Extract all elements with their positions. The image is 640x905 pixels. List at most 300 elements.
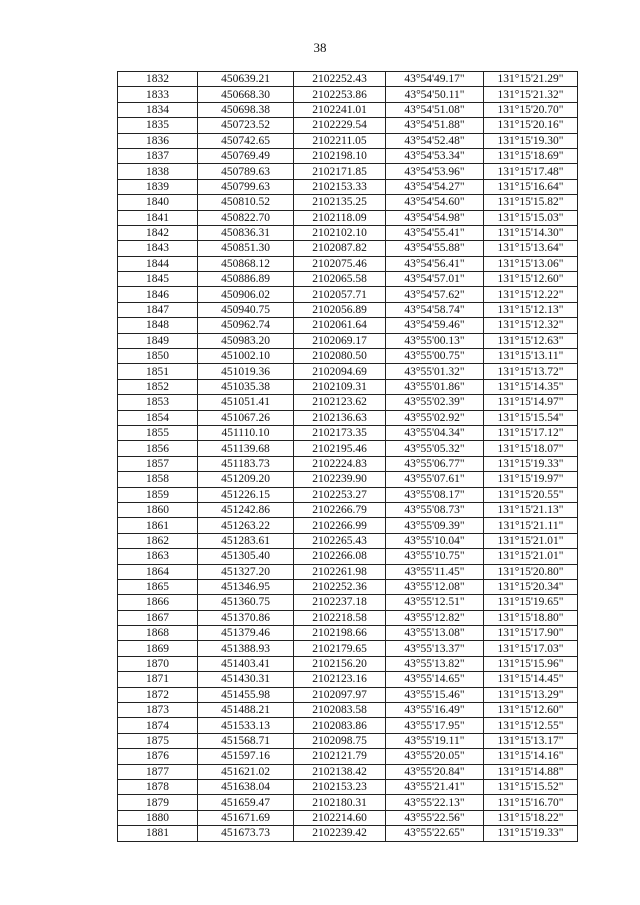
point-number-cell: 1876 xyxy=(118,749,198,764)
x-coordinate-cell: 451430.31 xyxy=(198,672,294,687)
y-coordinate-cell: 2102253.27 xyxy=(294,487,386,502)
longitude-cell: 131°15'15.03" xyxy=(484,210,578,225)
y-coordinate-cell: 2102109.31 xyxy=(294,379,386,394)
latitude-cell: 43°55'11.45" xyxy=(386,564,484,579)
latitude-cell: 43°55'13.82" xyxy=(386,656,484,671)
y-coordinate-cell: 2102198.10 xyxy=(294,148,386,163)
y-coordinate-cell: 2102075.46 xyxy=(294,256,386,271)
point-number-cell: 1836 xyxy=(118,133,198,148)
table-row xyxy=(118,118,578,133)
latitude-cell: 43°55'05.32" xyxy=(386,441,484,456)
y-coordinate-cell: 2102135.25 xyxy=(294,195,386,210)
x-coordinate-cell: 450822.70 xyxy=(198,210,294,225)
longitude-cell: 131°15'13.29" xyxy=(484,687,578,702)
x-coordinate-cell: 450789.63 xyxy=(198,164,294,179)
x-coordinate-cell: 451139.68 xyxy=(198,441,294,456)
longitude-cell: 131°15'15.96" xyxy=(484,656,578,671)
table-row xyxy=(118,287,578,302)
longitude-cell: 131°15'20.70" xyxy=(484,102,578,117)
table-row xyxy=(118,425,578,440)
latitude-cell: 43°54'57.62" xyxy=(386,287,484,302)
point-number-cell: 1869 xyxy=(118,641,198,656)
table-row xyxy=(118,349,578,364)
x-coordinate-cell: 450698.38 xyxy=(198,102,294,117)
point-number-cell: 1841 xyxy=(118,210,198,225)
point-number-cell: 1839 xyxy=(118,179,198,194)
longitude-cell: 131°15'19.33" xyxy=(484,456,578,471)
longitude-cell: 131°15'19.97" xyxy=(484,472,578,487)
point-number-cell: 1855 xyxy=(118,425,198,440)
y-coordinate-cell: 2102171.85 xyxy=(294,164,386,179)
point-number-cell: 1878 xyxy=(118,779,198,794)
table-row xyxy=(118,718,578,733)
point-number-cell: 1872 xyxy=(118,687,198,702)
latitude-cell: 43°55'08.73" xyxy=(386,502,484,517)
point-number-cell: 1845 xyxy=(118,272,198,287)
y-coordinate-cell: 2102195.46 xyxy=(294,441,386,456)
longitude-cell: 131°15'21.32" xyxy=(484,87,578,102)
longitude-cell: 131°15'12.32" xyxy=(484,318,578,333)
point-number-cell: 1881 xyxy=(118,826,198,841)
y-coordinate-cell: 2102198.66 xyxy=(294,626,386,641)
latitude-cell: 43°55'22.65" xyxy=(386,826,484,841)
point-number-cell: 1868 xyxy=(118,626,198,641)
x-coordinate-cell: 451110.10 xyxy=(198,425,294,440)
latitude-cell: 43°54'53.96" xyxy=(386,164,484,179)
x-coordinate-cell: 451370.86 xyxy=(198,610,294,625)
longitude-cell: 131°15'19.65" xyxy=(484,595,578,610)
longitude-cell: 131°15'14.97" xyxy=(484,395,578,410)
table-row xyxy=(118,364,578,379)
table-row xyxy=(118,395,578,410)
x-coordinate-cell: 451659.47 xyxy=(198,795,294,810)
y-coordinate-cell: 2102252.36 xyxy=(294,579,386,594)
x-coordinate-cell: 451283.61 xyxy=(198,533,294,548)
latitude-cell: 43°54'54.98" xyxy=(386,210,484,225)
y-coordinate-cell: 2102266.08 xyxy=(294,549,386,564)
latitude-cell: 43°54'58.74" xyxy=(386,302,484,317)
longitude-cell: 131°15'18.22" xyxy=(484,810,578,825)
table-row xyxy=(118,502,578,517)
point-number-cell: 1846 xyxy=(118,287,198,302)
table-row xyxy=(118,533,578,548)
longitude-cell: 131°15'14.30" xyxy=(484,225,578,240)
table-row xyxy=(118,687,578,702)
x-coordinate-cell: 451360.75 xyxy=(198,595,294,610)
y-coordinate-cell: 2102218.58 xyxy=(294,610,386,625)
y-coordinate-cell: 2102241.01 xyxy=(294,102,386,117)
y-coordinate-cell: 2102229.54 xyxy=(294,118,386,133)
table-row xyxy=(118,672,578,687)
longitude-cell: 131°15'21.01" xyxy=(484,533,578,548)
point-number-cell: 1871 xyxy=(118,672,198,687)
longitude-cell: 131°15'13.11" xyxy=(484,349,578,364)
longitude-cell: 131°15'14.16" xyxy=(484,749,578,764)
table-row xyxy=(118,256,578,271)
latitude-cell: 43°54'56.41" xyxy=(386,256,484,271)
longitude-cell: 131°15'14.35" xyxy=(484,379,578,394)
x-coordinate-cell: 451533.13 xyxy=(198,718,294,733)
x-coordinate-cell: 451597.16 xyxy=(198,749,294,764)
latitude-cell: 43°54'49.17" xyxy=(386,72,484,87)
longitude-cell: 131°15'15.54" xyxy=(484,410,578,425)
point-number-cell: 1858 xyxy=(118,472,198,487)
point-number-cell: 1847 xyxy=(118,302,198,317)
x-coordinate-cell: 450983.20 xyxy=(198,333,294,348)
x-coordinate-cell: 450639.21 xyxy=(198,72,294,87)
x-coordinate-cell: 451346.95 xyxy=(198,579,294,594)
point-number-cell: 1837 xyxy=(118,148,198,163)
x-coordinate-cell: 451455.98 xyxy=(198,687,294,702)
point-number-cell: 1849 xyxy=(118,333,198,348)
y-coordinate-cell: 2102265.43 xyxy=(294,533,386,548)
x-coordinate-cell: 451568.71 xyxy=(198,733,294,748)
x-coordinate-cell: 450851.30 xyxy=(198,241,294,256)
y-coordinate-cell: 2102083.86 xyxy=(294,718,386,733)
longitude-cell: 131°15'15.52" xyxy=(484,779,578,794)
coordinates-table xyxy=(117,71,578,842)
x-coordinate-cell: 451067.26 xyxy=(198,410,294,425)
point-number-cell: 1851 xyxy=(118,364,198,379)
point-number-cell: 1867 xyxy=(118,610,198,625)
longitude-cell: 131°15'17.48" xyxy=(484,164,578,179)
table-row xyxy=(118,241,578,256)
x-coordinate-cell: 451379.46 xyxy=(198,626,294,641)
table-row xyxy=(118,733,578,748)
y-coordinate-cell: 2102083.58 xyxy=(294,703,386,718)
table-row xyxy=(118,595,578,610)
x-coordinate-cell: 451673.73 xyxy=(198,826,294,841)
latitude-cell: 43°55'20.84" xyxy=(386,764,484,779)
y-coordinate-cell: 2102097.97 xyxy=(294,687,386,702)
latitude-cell: 43°55'22.56" xyxy=(386,810,484,825)
longitude-cell: 131°15'14.88" xyxy=(484,764,578,779)
x-coordinate-cell: 451327.20 xyxy=(198,564,294,579)
longitude-cell: 131°15'14.45" xyxy=(484,672,578,687)
x-coordinate-cell: 451638.04 xyxy=(198,779,294,794)
y-coordinate-cell: 2102121.79 xyxy=(294,749,386,764)
y-coordinate-cell: 2102102.10 xyxy=(294,225,386,240)
table-row xyxy=(118,179,578,194)
point-number-cell: 1850 xyxy=(118,349,198,364)
latitude-cell: 43°54'50.11" xyxy=(386,87,484,102)
table-row xyxy=(118,626,578,641)
point-number-cell: 1840 xyxy=(118,195,198,210)
latitude-cell: 43°55'07.61" xyxy=(386,472,484,487)
x-coordinate-cell: 450769.49 xyxy=(198,148,294,163)
x-coordinate-cell: 450868.12 xyxy=(198,256,294,271)
longitude-cell: 131°15'12.22" xyxy=(484,287,578,302)
y-coordinate-cell: 2102173.35 xyxy=(294,425,386,440)
point-number-cell: 1834 xyxy=(118,102,198,117)
point-number-cell: 1838 xyxy=(118,164,198,179)
latitude-cell: 43°54'54.27" xyxy=(386,179,484,194)
x-coordinate-cell: 451488.21 xyxy=(198,703,294,718)
x-coordinate-cell: 450742.65 xyxy=(198,133,294,148)
latitude-cell: 43°54'55.41" xyxy=(386,225,484,240)
latitude-cell: 43°55'12.82" xyxy=(386,610,484,625)
longitude-cell: 131°15'18.69" xyxy=(484,148,578,163)
point-number-cell: 1833 xyxy=(118,87,198,102)
point-number-cell: 1875 xyxy=(118,733,198,748)
latitude-cell: 43°55'08.17" xyxy=(386,487,484,502)
latitude-cell: 43°54'54.60" xyxy=(386,195,484,210)
y-coordinate-cell: 2102153.23 xyxy=(294,779,386,794)
y-coordinate-cell: 2102118.09 xyxy=(294,210,386,225)
x-coordinate-cell: 451209.20 xyxy=(198,472,294,487)
table-row xyxy=(118,472,578,487)
point-number-cell: 1865 xyxy=(118,579,198,594)
x-coordinate-cell: 451002.10 xyxy=(198,349,294,364)
point-number-cell: 1854 xyxy=(118,410,198,425)
longitude-cell: 131°15'19.33" xyxy=(484,826,578,841)
y-coordinate-cell: 2102239.90 xyxy=(294,472,386,487)
longitude-cell: 131°15'20.16" xyxy=(484,118,578,133)
latitude-cell: 43°55'12.08" xyxy=(386,579,484,594)
x-coordinate-cell: 450723.52 xyxy=(198,118,294,133)
latitude-cell: 43°55'16.49" xyxy=(386,703,484,718)
x-coordinate-cell: 451226.15 xyxy=(198,487,294,502)
table-row xyxy=(118,641,578,656)
table-row xyxy=(118,564,578,579)
longitude-cell: 131°15'13.64" xyxy=(484,241,578,256)
longitude-cell: 131°15'15.82" xyxy=(484,195,578,210)
latitude-cell: 43°55'10.04" xyxy=(386,533,484,548)
y-coordinate-cell: 2102153.33 xyxy=(294,179,386,194)
point-number-cell: 1866 xyxy=(118,595,198,610)
x-coordinate-cell: 450906.02 xyxy=(198,287,294,302)
x-coordinate-cell: 451242.86 xyxy=(198,502,294,517)
longitude-cell: 131°15'20.55" xyxy=(484,487,578,502)
x-coordinate-cell: 451403.41 xyxy=(198,656,294,671)
point-number-cell: 1864 xyxy=(118,564,198,579)
x-coordinate-cell: 451388.93 xyxy=(198,641,294,656)
x-coordinate-cell: 450940.75 xyxy=(198,302,294,317)
x-coordinate-cell: 451051.41 xyxy=(198,395,294,410)
table-row xyxy=(118,195,578,210)
table-row xyxy=(118,703,578,718)
latitude-cell: 43°55'19.11" xyxy=(386,733,484,748)
y-coordinate-cell: 2102224.83 xyxy=(294,456,386,471)
x-coordinate-cell: 450962.74 xyxy=(198,318,294,333)
table-row xyxy=(118,225,578,240)
table-row xyxy=(118,148,578,163)
point-number-cell: 1863 xyxy=(118,549,198,564)
point-number-cell: 1853 xyxy=(118,395,198,410)
point-number-cell: 1879 xyxy=(118,795,198,810)
table-row xyxy=(118,102,578,117)
table-row xyxy=(118,441,578,456)
y-coordinate-cell: 2102239.42 xyxy=(294,826,386,841)
table-row xyxy=(118,826,578,841)
x-coordinate-cell: 451019.36 xyxy=(198,364,294,379)
longitude-cell: 131°15'18.07" xyxy=(484,441,578,456)
latitude-cell: 43°55'14.65" xyxy=(386,672,484,687)
point-number-cell: 1856 xyxy=(118,441,198,456)
latitude-cell: 43°55'00.75" xyxy=(386,349,484,364)
y-coordinate-cell: 2102123.62 xyxy=(294,395,386,410)
x-coordinate-cell: 451671.69 xyxy=(198,810,294,825)
x-coordinate-cell: 451621.02 xyxy=(198,764,294,779)
point-number-cell: 1857 xyxy=(118,456,198,471)
y-coordinate-cell: 2102098.75 xyxy=(294,733,386,748)
latitude-cell: 43°55'15.46" xyxy=(386,687,484,702)
table-row xyxy=(118,87,578,102)
longitude-cell: 131°15'17.12" xyxy=(484,425,578,440)
longitude-cell: 131°15'19.30" xyxy=(484,133,578,148)
point-number-cell: 1880 xyxy=(118,810,198,825)
table-row xyxy=(118,379,578,394)
latitude-cell: 43°54'57.01" xyxy=(386,272,484,287)
point-number-cell: 1860 xyxy=(118,502,198,517)
latitude-cell: 43°55'00.13" xyxy=(386,333,484,348)
point-number-cell: 1874 xyxy=(118,718,198,733)
y-coordinate-cell: 2102138.42 xyxy=(294,764,386,779)
latitude-cell: 43°54'51.88" xyxy=(386,118,484,133)
point-number-cell: 1862 xyxy=(118,533,198,548)
longitude-cell: 131°15'12.60" xyxy=(484,272,578,287)
y-coordinate-cell: 2102080.50 xyxy=(294,349,386,364)
table-row xyxy=(118,487,578,502)
page-number: 38 xyxy=(313,40,327,55)
table-row xyxy=(118,333,578,348)
table-row xyxy=(118,779,578,794)
y-coordinate-cell: 2102266.79 xyxy=(294,502,386,517)
y-coordinate-cell: 2102252.43 xyxy=(294,72,386,87)
latitude-cell: 43°55'04.34" xyxy=(386,425,484,440)
latitude-cell: 43°54'59.46" xyxy=(386,318,484,333)
y-coordinate-cell: 2102214.60 xyxy=(294,810,386,825)
latitude-cell: 43°55'02.92" xyxy=(386,410,484,425)
latitude-cell: 43°55'10.75" xyxy=(386,549,484,564)
table-row xyxy=(118,410,578,425)
latitude-cell: 43°55'01.86" xyxy=(386,379,484,394)
table-row xyxy=(118,210,578,225)
x-coordinate-cell: 450799.63 xyxy=(198,179,294,194)
table-row xyxy=(118,318,578,333)
table-row xyxy=(118,133,578,148)
longitude-cell: 131°15'18.80" xyxy=(484,610,578,625)
x-coordinate-cell: 451183.73 xyxy=(198,456,294,471)
table-row xyxy=(118,610,578,625)
table-row xyxy=(118,72,578,87)
y-coordinate-cell: 2102061.64 xyxy=(294,318,386,333)
point-number-cell: 1843 xyxy=(118,241,198,256)
longitude-cell: 131°15'17.03" xyxy=(484,641,578,656)
longitude-cell: 131°15'21.29" xyxy=(484,72,578,87)
x-coordinate-cell: 451263.22 xyxy=(198,518,294,533)
latitude-cell: 43°55'21.41" xyxy=(386,779,484,794)
latitude-cell: 43°55'02.39" xyxy=(386,395,484,410)
longitude-cell: 131°15'16.70" xyxy=(484,795,578,810)
y-coordinate-cell: 2102179.65 xyxy=(294,641,386,656)
y-coordinate-cell: 2102156.20 xyxy=(294,656,386,671)
y-coordinate-cell: 2102180.31 xyxy=(294,795,386,810)
latitude-cell: 43°55'06.77" xyxy=(386,456,484,471)
longitude-cell: 131°15'20.80" xyxy=(484,564,578,579)
y-coordinate-cell: 2102057.71 xyxy=(294,287,386,302)
table-row xyxy=(118,656,578,671)
coordinates-table-body xyxy=(118,72,578,842)
longitude-cell: 131°15'21.11" xyxy=(484,518,578,533)
point-number-cell: 1842 xyxy=(118,225,198,240)
y-coordinate-cell: 2102266.99 xyxy=(294,518,386,533)
latitude-cell: 43°55'20.05" xyxy=(386,749,484,764)
latitude-cell: 43°54'55.88" xyxy=(386,241,484,256)
y-coordinate-cell: 2102211.05 xyxy=(294,133,386,148)
point-number-cell: 1870 xyxy=(118,656,198,671)
latitude-cell: 43°55'01.32" xyxy=(386,364,484,379)
y-coordinate-cell: 2102065.58 xyxy=(294,272,386,287)
latitude-cell: 43°55'09.39" xyxy=(386,518,484,533)
longitude-cell: 131°15'20.34" xyxy=(484,579,578,594)
longitude-cell: 131°15'12.55" xyxy=(484,718,578,733)
point-number-cell: 1852 xyxy=(118,379,198,394)
latitude-cell: 43°54'53.34" xyxy=(386,148,484,163)
y-coordinate-cell: 2102056.89 xyxy=(294,302,386,317)
longitude-cell: 131°15'13.06" xyxy=(484,256,578,271)
table-row xyxy=(118,549,578,564)
y-coordinate-cell: 2102136.63 xyxy=(294,410,386,425)
longitude-cell: 131°15'12.13" xyxy=(484,302,578,317)
point-number-cell: 1873 xyxy=(118,703,198,718)
y-coordinate-cell: 2102237.18 xyxy=(294,595,386,610)
table-row xyxy=(118,810,578,825)
table-row xyxy=(118,518,578,533)
latitude-cell: 43°55'22.13" xyxy=(386,795,484,810)
x-coordinate-cell: 450668.30 xyxy=(198,87,294,102)
x-coordinate-cell: 450886.89 xyxy=(198,272,294,287)
point-number-cell: 1859 xyxy=(118,487,198,502)
y-coordinate-cell: 2102261.98 xyxy=(294,564,386,579)
longitude-cell: 131°15'13.17" xyxy=(484,733,578,748)
table-row xyxy=(118,272,578,287)
latitude-cell: 43°54'52.48" xyxy=(386,133,484,148)
longitude-cell: 131°15'12.63" xyxy=(484,333,578,348)
point-number-cell: 1848 xyxy=(118,318,198,333)
longitude-cell: 131°15'13.72" xyxy=(484,364,578,379)
x-coordinate-cell: 451305.40 xyxy=(198,549,294,564)
latitude-cell: 43°54'51.08" xyxy=(386,102,484,117)
x-coordinate-cell: 450810.52 xyxy=(198,195,294,210)
y-coordinate-cell: 2102069.17 xyxy=(294,333,386,348)
latitude-cell: 43°55'17.95" xyxy=(386,718,484,733)
y-coordinate-cell: 2102094.69 xyxy=(294,364,386,379)
point-number-cell: 1877 xyxy=(118,764,198,779)
table-row xyxy=(118,764,578,779)
y-coordinate-cell: 2102087.82 xyxy=(294,241,386,256)
table-row xyxy=(118,456,578,471)
longitude-cell: 131°15'21.13" xyxy=(484,502,578,517)
longitude-cell: 131°15'21.01" xyxy=(484,549,578,564)
latitude-cell: 43°55'13.37" xyxy=(386,641,484,656)
y-coordinate-cell: 2102123.16 xyxy=(294,672,386,687)
longitude-cell: 131°15'17.90" xyxy=(484,626,578,641)
table-row xyxy=(118,795,578,810)
point-number-cell: 1835 xyxy=(118,118,198,133)
table-row xyxy=(118,749,578,764)
point-number-cell: 1861 xyxy=(118,518,198,533)
longitude-cell: 131°15'12.60" xyxy=(484,703,578,718)
table-row xyxy=(118,302,578,317)
x-coordinate-cell: 451035.38 xyxy=(198,379,294,394)
latitude-cell: 43°55'13.08" xyxy=(386,626,484,641)
point-number-cell: 1844 xyxy=(118,256,198,271)
table-row xyxy=(118,579,578,594)
latitude-cell: 43°55'12.51" xyxy=(386,595,484,610)
point-number-cell: 1832 xyxy=(118,72,198,87)
table-row xyxy=(118,164,578,179)
